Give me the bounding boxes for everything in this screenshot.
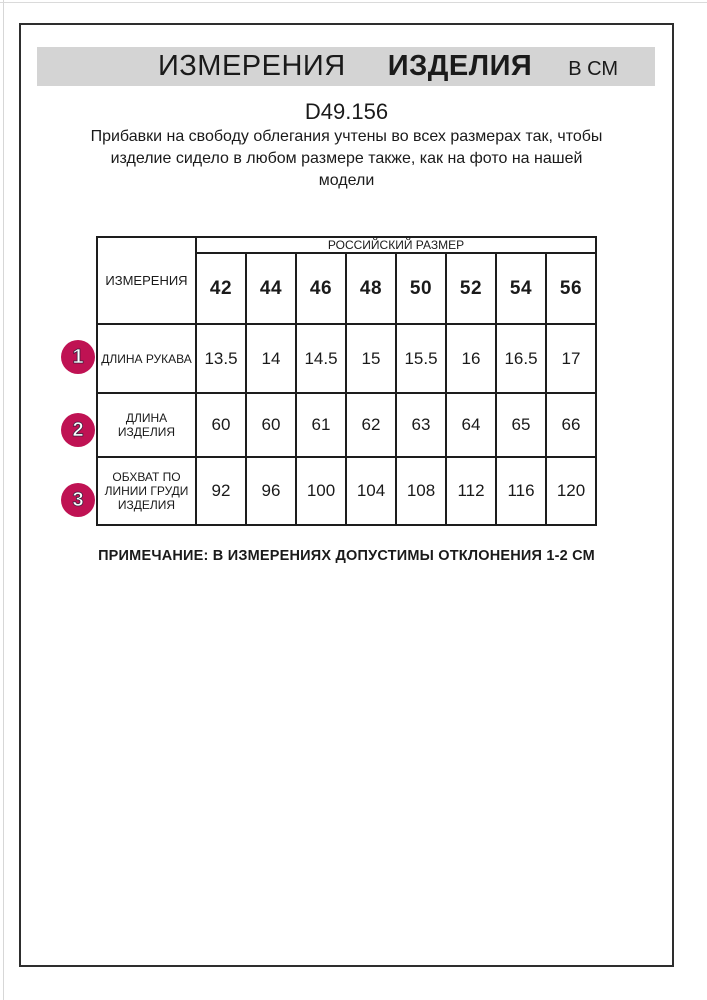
table-row-sleeve-length	[97, 324, 596, 393]
value-cell: 65	[496, 393, 546, 457]
size-header-cell: 54	[496, 253, 546, 324]
intro-line: модели	[318, 172, 375, 189]
value-cell: 15.5	[396, 324, 446, 393]
value-cell: 64	[446, 393, 496, 457]
value-cell: 112	[446, 457, 496, 525]
value-cell: 16.5	[496, 324, 546, 393]
row-label	[97, 393, 196, 457]
row-label-line: ДЛИНА	[125, 411, 168, 425]
row-marker-2: 2	[61, 413, 95, 447]
value-cell: 13.5	[196, 324, 246, 393]
value-cell: 16	[446, 324, 496, 393]
title-word-product: ИЗДЕЛИЯ	[387, 50, 533, 82]
value-cell: 63	[396, 393, 446, 457]
size-header-cell: 46	[296, 253, 346, 324]
row-label	[97, 324, 196, 393]
size-header-cell: 52	[446, 253, 496, 324]
row-label-line: ИЗДЕЛИЯ	[117, 498, 176, 512]
value-cell: 120	[546, 457, 596, 525]
scan-artifact-left-line	[3, 0, 4, 1000]
title-word-measurements: ИЗМЕРЕНИЯ	[157, 50, 346, 82]
table-row-product-length	[97, 393, 596, 457]
value-cell: 61	[296, 393, 346, 457]
value-cell: 96	[246, 457, 296, 525]
size-header-cell: 56	[546, 253, 596, 324]
table-row-chest-girth	[97, 457, 596, 525]
value-cell: 92	[196, 457, 246, 525]
value-cell: 14	[246, 324, 296, 393]
table-group-header-row	[97, 237, 596, 253]
value-cell: 66	[546, 393, 596, 457]
value-cell: 17	[546, 324, 596, 393]
row-marker-1: 1	[61, 340, 95, 374]
value-cell: 104	[346, 457, 396, 525]
size-header-cell: 44	[246, 253, 296, 324]
value-cell: 108	[396, 457, 446, 525]
size-header-cell: 48	[346, 253, 396, 324]
row-label-line: ИЗДЕЛИЯ	[117, 425, 176, 439]
row-label-line: ЛИНИИ ГРУДИ	[104, 484, 189, 498]
size-header-cell: 50	[396, 253, 446, 324]
value-cell: 62	[346, 393, 396, 457]
row-label-line: ОБХВАТ ПО	[112, 470, 181, 484]
page-title	[158, 50, 618, 83]
title-units: В СМ	[568, 58, 619, 80]
title-bar	[37, 47, 655, 86]
size-header-cell: 42	[196, 253, 246, 324]
value-cell: 15	[346, 324, 396, 393]
size-table	[96, 236, 597, 526]
row-label	[97, 457, 196, 525]
value-cell: 14.5	[296, 324, 346, 393]
article-code: D49.156	[304, 99, 389, 124]
scan-artifact-top-line	[0, 2, 707, 3]
intro-paragraph	[19, 126, 674, 192]
note-text: ПРИМЕЧАНИЕ: В ИЗМЕРЕНИЯХ ДОПУСТИМЫ ОТКЛОНЕНИЯ 1-2 СМ	[98, 548, 595, 564]
table-corner-header: ИЗМЕРЕНИЯ	[97, 237, 196, 324]
value-cell: 100	[296, 457, 346, 525]
row-label-line: ДЛИНА РУКАВА	[101, 351, 192, 366]
value-cell: 60	[246, 393, 296, 457]
value-cell: 60	[196, 393, 246, 457]
intro-line: Прибавки на свободу облегания учтены во всех размерах так, чтобы	[90, 128, 603, 145]
table-group-header: РОССИЙСКИЙ РАЗМЕР	[196, 237, 596, 253]
row-marker-3: 3	[61, 483, 95, 517]
intro-line: изделие сидело в любом размере также, как на фото на нашей	[110, 150, 583, 167]
value-cell: 116	[496, 457, 546, 525]
